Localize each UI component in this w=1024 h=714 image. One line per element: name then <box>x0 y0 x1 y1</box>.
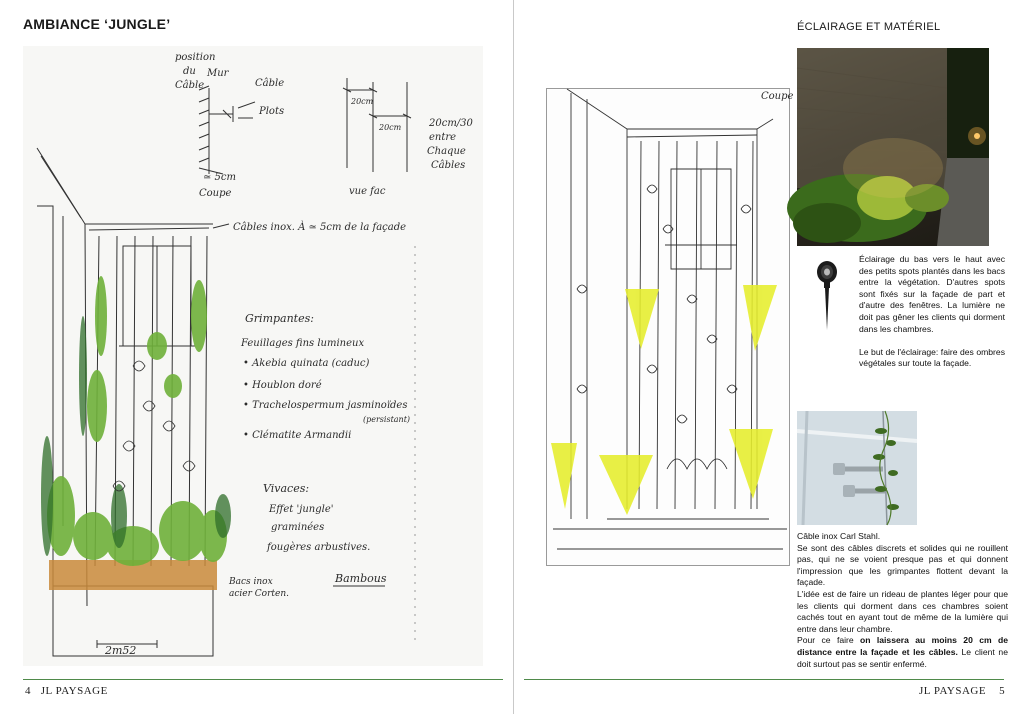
note-du: du <box>183 66 196 77</box>
note-plant-2: • Houblon doré <box>243 380 322 391</box>
page-right <box>514 0 1024 714</box>
note-cable-pos: Câble <box>175 80 205 91</box>
note-width: 2m52 <box>105 644 137 657</box>
page-title-right: ÉCLAIRAGE ET MATÉRIEL <box>797 21 941 33</box>
night-lighting-photo <box>797 48 989 246</box>
note-vue-fac: vue fac <box>349 186 386 197</box>
cable-text-3a: Pour ce faire <box>797 635 861 646</box>
lighting-description <box>859 254 1005 370</box>
page-title-left: AMBIANCE ‘JUNGLE’ <box>23 16 171 32</box>
page-number-left: 4 <box>25 685 31 697</box>
note-coupe: Coupe <box>199 188 232 199</box>
facade-sketch <box>546 88 794 566</box>
lighting-paragraph-1: Éclairage du bas vers le haut avec des petits spots plantés dans les bacs entre la végétation. D'autres spots sont fixés sur la façade de part et d'autre des fenêtres. La lumière ne doit pas gêner les clients qui dorment dans les chambres. <box>859 254 1005 334</box>
note-five-cm: ≃ 5cm <box>203 172 237 183</box>
footer-rule-right <box>524 679 1004 680</box>
note-fougeres: fougères arbustives. <box>267 542 371 553</box>
cable-text-2: L'idée est de faire un rideau de plantes léger pour que les clients qui dorment dans ces chambres soient cachés tout en ayant tout de même de la lumière qui entre dans leur chambre. <box>797 588 1008 634</box>
footer-left <box>25 685 108 697</box>
note-twenty-cm-2: 20cm <box>379 123 402 132</box>
garden-spotlight-icon <box>815 258 839 332</box>
jungle-sketch-drawing <box>23 46 483 666</box>
cable-title: Câble inox Carl Stahl. <box>797 531 881 541</box>
sketch-coupe-label: Coupe <box>761 91 794 102</box>
jungle-sketch <box>23 46 483 666</box>
note-effet: Effet 'jungle' <box>269 504 334 515</box>
note-spacing-4: Câbles <box>431 160 466 171</box>
note-cable: Câble <box>255 78 285 89</box>
cable-photo-art <box>797 411 917 525</box>
cable-description <box>797 531 1008 670</box>
note-bacs-2: acier Corten. <box>229 589 289 599</box>
note-spacing-1: 20cm/30 <box>429 118 473 129</box>
lighting-paragraph-2: Le but de l'éclairage: faire des ombres végétales sur toute la façade. <box>859 346 1005 369</box>
cable-photo <box>797 411 917 525</box>
night-lighting-photo-art <box>797 48 989 246</box>
footer-right <box>919 685 1005 697</box>
note-spacing-2: entre <box>429 132 457 143</box>
note-bacs-1: Bacs inox <box>229 577 273 587</box>
footer-brand-left: JL PAYSAGE <box>40 685 108 697</box>
note-position: position <box>175 52 216 63</box>
note-plant-4: • Clématite Armandii <box>243 430 352 441</box>
footer-brand-right: JL PAYSAGE <box>919 685 987 697</box>
cable-text-3 <box>797 635 1008 670</box>
note-bambous: Bambous <box>335 572 387 585</box>
footer-rule-left <box>23 679 503 680</box>
note-mur: Mur <box>207 68 229 79</box>
page-number-right: 5 <box>999 685 1006 697</box>
note-feuillage: Feuillages fins lumineux <box>241 338 365 349</box>
light-cones <box>551 285 777 515</box>
note-grimpantes: Grimpantes: <box>245 312 314 325</box>
note-graminees: graminées <box>271 522 325 533</box>
note-spacing-3: Chaque <box>427 146 466 157</box>
note-plant-3b: (persistant) <box>363 415 411 424</box>
note-vivaces: Vivaces: <box>263 482 310 495</box>
note-twenty-cm: 20cm <box>351 97 374 106</box>
note-plant-3: • Trachelospermum jasminoïdes <box>243 400 408 411</box>
cable-text-3b: Le client ne doit surtout pas se sentir enfermé. <box>797 646 1008 669</box>
facade-sketch-drawing <box>547 89 794 565</box>
note-cables-inox: Câbles inox. À ≃ 5cm de la façade <box>233 222 407 233</box>
note-plots: Plots <box>259 106 285 117</box>
note-plant-1: • Akebia quinata (caduc) <box>243 358 370 369</box>
cable-text-3-bold: on laissera au moins 20 cm de distance entre la façade et les câbles. <box>797 635 1009 657</box>
cable-text-1: Se sont des câbles discrets et solides qui ne rouillent pas, qui ne se voient presque pas et qui donnent l'impression que les grimpantes flottent devant la façade. <box>797 542 1008 588</box>
